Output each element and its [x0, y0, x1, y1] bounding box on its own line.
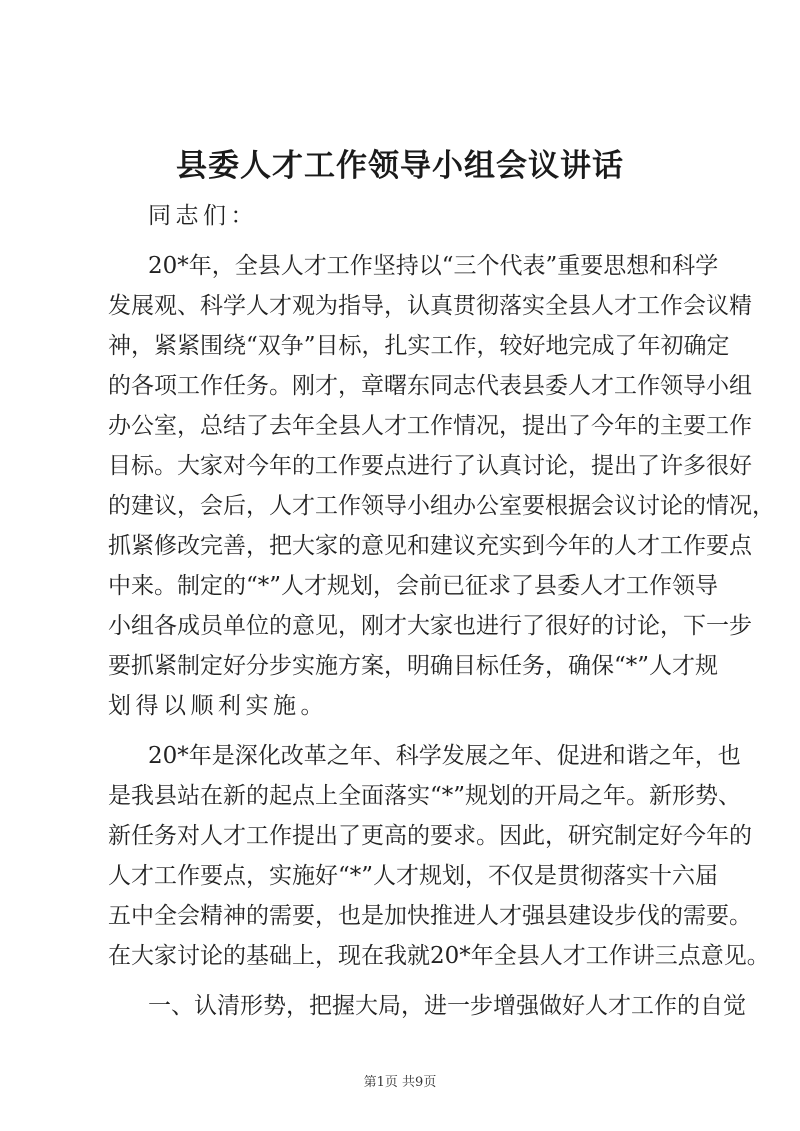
text-line: 一、认清形势，把握大局，进一步增强做好人才工作的自觉 [148, 993, 746, 1019]
text-line: 划得以顺利实施。 [108, 693, 328, 719]
salutation-paragraph [108, 196, 712, 236]
text-line: 人才工作要点，实施好“*”人才规划，不仅是贯彻落实十六届 [108, 863, 719, 889]
text-line: 在大家讨论的基础上，现在我就20*年全县人才工作讲三点意见。 [108, 943, 770, 969]
text-line: 神，紧紧围绕“双争”目标，扎实工作，较好地完成了年初确定 [108, 333, 730, 359]
text-line: 抓紧修改完善，把大家的意见和建议充实到今年的人才工作要点 [108, 533, 752, 559]
text-line: 办公室，总结了去年全县人才工作情况，提出了今年的主要工作 [108, 413, 752, 439]
text-line: 20*年，全县人才工作坚持以“三个代表”重要思想和科学 [148, 253, 719, 279]
text-line: 20*年是深化改革之年、科学发展之年、促进和谐之年，也 [148, 743, 741, 769]
text-line: 目标。大家对今年的工作要点进行了认真讨论，提出了许多很好 [108, 453, 752, 479]
text-line: 的建议，会后，人才工作领导小组办公室要根据会议讨论的情况， [108, 493, 775, 519]
text-line: 是我县站在新的起点上全面落实“*”规划的开局之年。新形势、 [108, 783, 742, 809]
text-line: 发展观、科学人才观为指导，认真贯彻落实全县人才工作会议精 [108, 293, 752, 319]
text-line: 新任务对人才工作提出了更高的要求。因此，研究制定好今年的 [108, 823, 752, 849]
document-title: 县委人才工作领导小组会议讲话 [176, 148, 624, 184]
section-heading-1 [108, 986, 746, 1026]
text-line: 的各项工作任务。刚才，章曙东同志代表县委人才工作领导小组 [108, 373, 752, 399]
text-line: 五中全会精神的需要，也是加快推进人才强县建设步伐的需要。 [108, 903, 752, 929]
text-line: 中来。制定的“*”人才规划，会前已征求了县委人才工作领导 [108, 573, 719, 599]
text-line: 要抓紧制定好分步实施方案，明确目标任务，确保“*”人才规 [108, 653, 719, 679]
document-body [108, 196, 775, 1036]
salutation: 同志们： [148, 203, 258, 229]
text-line: 小组各成员单位的意见，刚才大家也进行了很好的讨论，下一步 [108, 613, 752, 639]
page-footer: 第1页 共9页 [363, 1075, 437, 1090]
paragraph-2 [108, 736, 770, 976]
paragraph-1 [108, 246, 775, 726]
